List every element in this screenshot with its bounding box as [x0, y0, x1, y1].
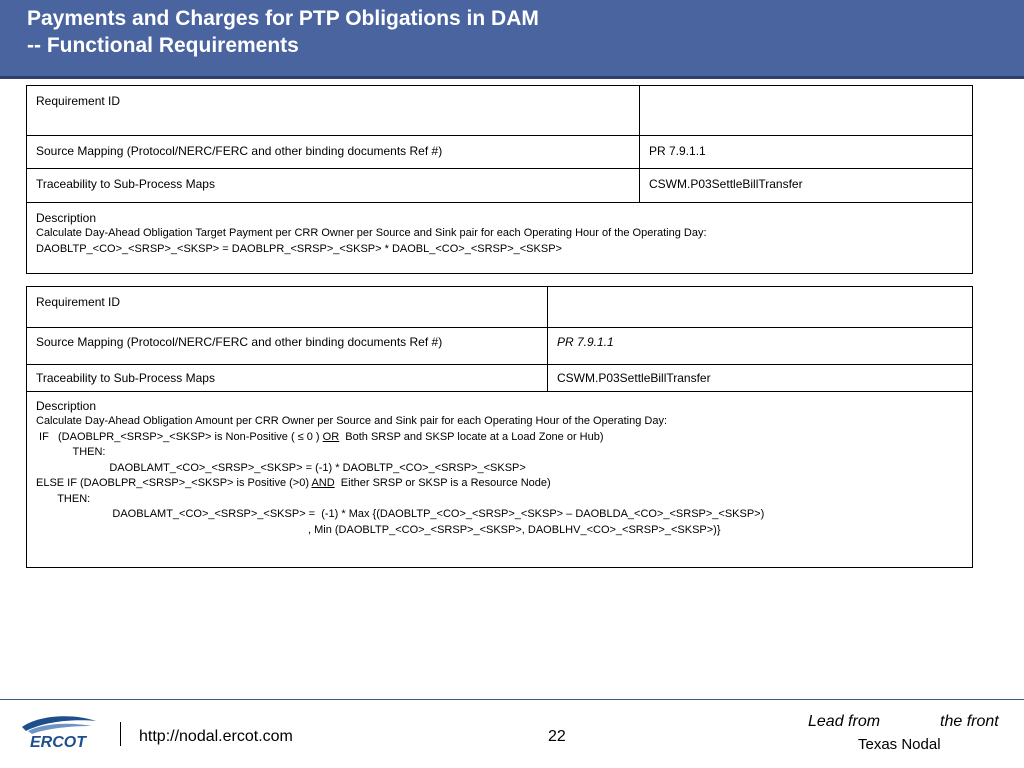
req-id-label: Requirement ID	[27, 86, 640, 136]
description-line: , Min (DAOBLTP_<CO>_<SRSP>_<SKSP>, DAOBLHV_<CO>_<SRSP>_<SKSP>)}	[36, 523, 721, 536]
description-text: Both SRSP and SKSP locate at a Load Zone or Hub)	[339, 430, 604, 443]
requirement-table-2	[26, 286, 973, 568]
source-mapping-value: PR 7.9.1.1	[548, 328, 973, 365]
description-line: DAOBLTP_<CO>_<SRSP>_<SKSP> = DAOBLPR_<SRSP>_<SKSP> * DAOBL_<CO>_<SRSP>_<SKSP>	[36, 242, 562, 255]
page-title-line1: Payments and Charges for PTP Obligations in DAM	[27, 7, 539, 30]
table-row	[27, 203, 973, 274]
description-title: Description	[36, 211, 97, 225]
footer-url[interactable]: http://nodal.ercot.com	[139, 728, 293, 745]
table-row	[27, 169, 973, 203]
page-title	[27, 5, 539, 59]
tagline-the-front: the front	[940, 713, 999, 730]
description-line	[36, 476, 963, 492]
traceability-label: Traceability to Sub-Process Maps	[27, 365, 548, 392]
page-number: 22	[548, 728, 566, 745]
req-id-value	[640, 86, 973, 136]
page-title-line2: -- Functional Requirements	[27, 34, 299, 57]
description-title: Description	[36, 399, 97, 413]
table-row	[27, 287, 973, 328]
req-id-label: Requirement ID	[27, 287, 548, 328]
description-line: THEN:	[36, 492, 91, 505]
table-row	[27, 86, 973, 136]
title-banner-shadow	[0, 76, 1024, 79]
ercot-logo	[18, 713, 100, 751]
description-text: IF (DAOBLPR_<SRSP>_<SKSP> is Non-Positive ( ≤ 0 )	[36, 430, 323, 443]
table-row	[27, 365, 973, 392]
source-mapping-value: PR 7.9.1.1	[640, 136, 973, 169]
description-cell	[27, 392, 973, 568]
description-line: Calculate Day-Ahead Obligation Target Payment per CRR Owner per Source and Sink pair for each Operating Hour of the Operating Day:	[36, 227, 707, 239]
description-line: Calculate Day-Ahead Obligation Amount per CRR Owner per Source and Sink pair for each Operating Hour of the Operating Day:	[36, 415, 667, 427]
description-text: ELSE IF (DAOBLPR_<SRSP>_<SKSP> is Positive (>0)	[36, 477, 312, 489]
description-line: DAOBLAMT_<CO>_<SRSP>_<SKSP> = (-1) * DAOBLTP_<CO>_<SRSP>_<SKSP>	[36, 461, 526, 474]
description-line	[36, 430, 963, 446]
traceability-label: Traceability to Sub-Process Maps	[27, 169, 640, 203]
or-keyword: OR	[322, 430, 340, 443]
table-row	[27, 392, 973, 568]
traceability-value: CSWM.P03SettleBillTransfer	[548, 365, 973, 392]
source-mapping-label: Source Mapping (Protocol/NERC/FERC and other binding documents Ref #)	[27, 136, 640, 169]
source-mapping-label: Source Mapping (Protocol/NERC/FERC and other binding documents Ref #)	[27, 328, 548, 365]
tagline-texas-nodal: Texas Nodal	[858, 736, 941, 753]
table-row	[27, 328, 973, 365]
table-row	[27, 136, 973, 169]
footer-divider	[0, 699, 1024, 700]
description-text: Either SRSP or SKSP is a Resource Node)	[334, 477, 551, 489]
req-id-value	[548, 287, 973, 328]
description-line: DAOBLAMT_<CO>_<SRSP>_<SKSP> = (-1) * Max {(DAOBLTP_<CO>_<SRSP>_<SKSP> – DAOBLDA_<CO>_<SRSP>_<SKSP>)	[36, 508, 765, 520]
and-keyword: AND	[311, 477, 335, 489]
title-banner	[0, 0, 1024, 76]
description-cell	[27, 203, 973, 274]
tagline-lead-from: Lead from	[808, 713, 881, 730]
requirement-table-1	[26, 85, 973, 274]
description-line: THEN:	[36, 446, 106, 458]
traceability-value: CSWM.P03SettleBillTransfer	[640, 169, 973, 203]
ercot-logo-icon	[18, 713, 100, 751]
footer-separator	[120, 722, 121, 746]
ercot-logo-text: ERCOT	[30, 734, 86, 751]
